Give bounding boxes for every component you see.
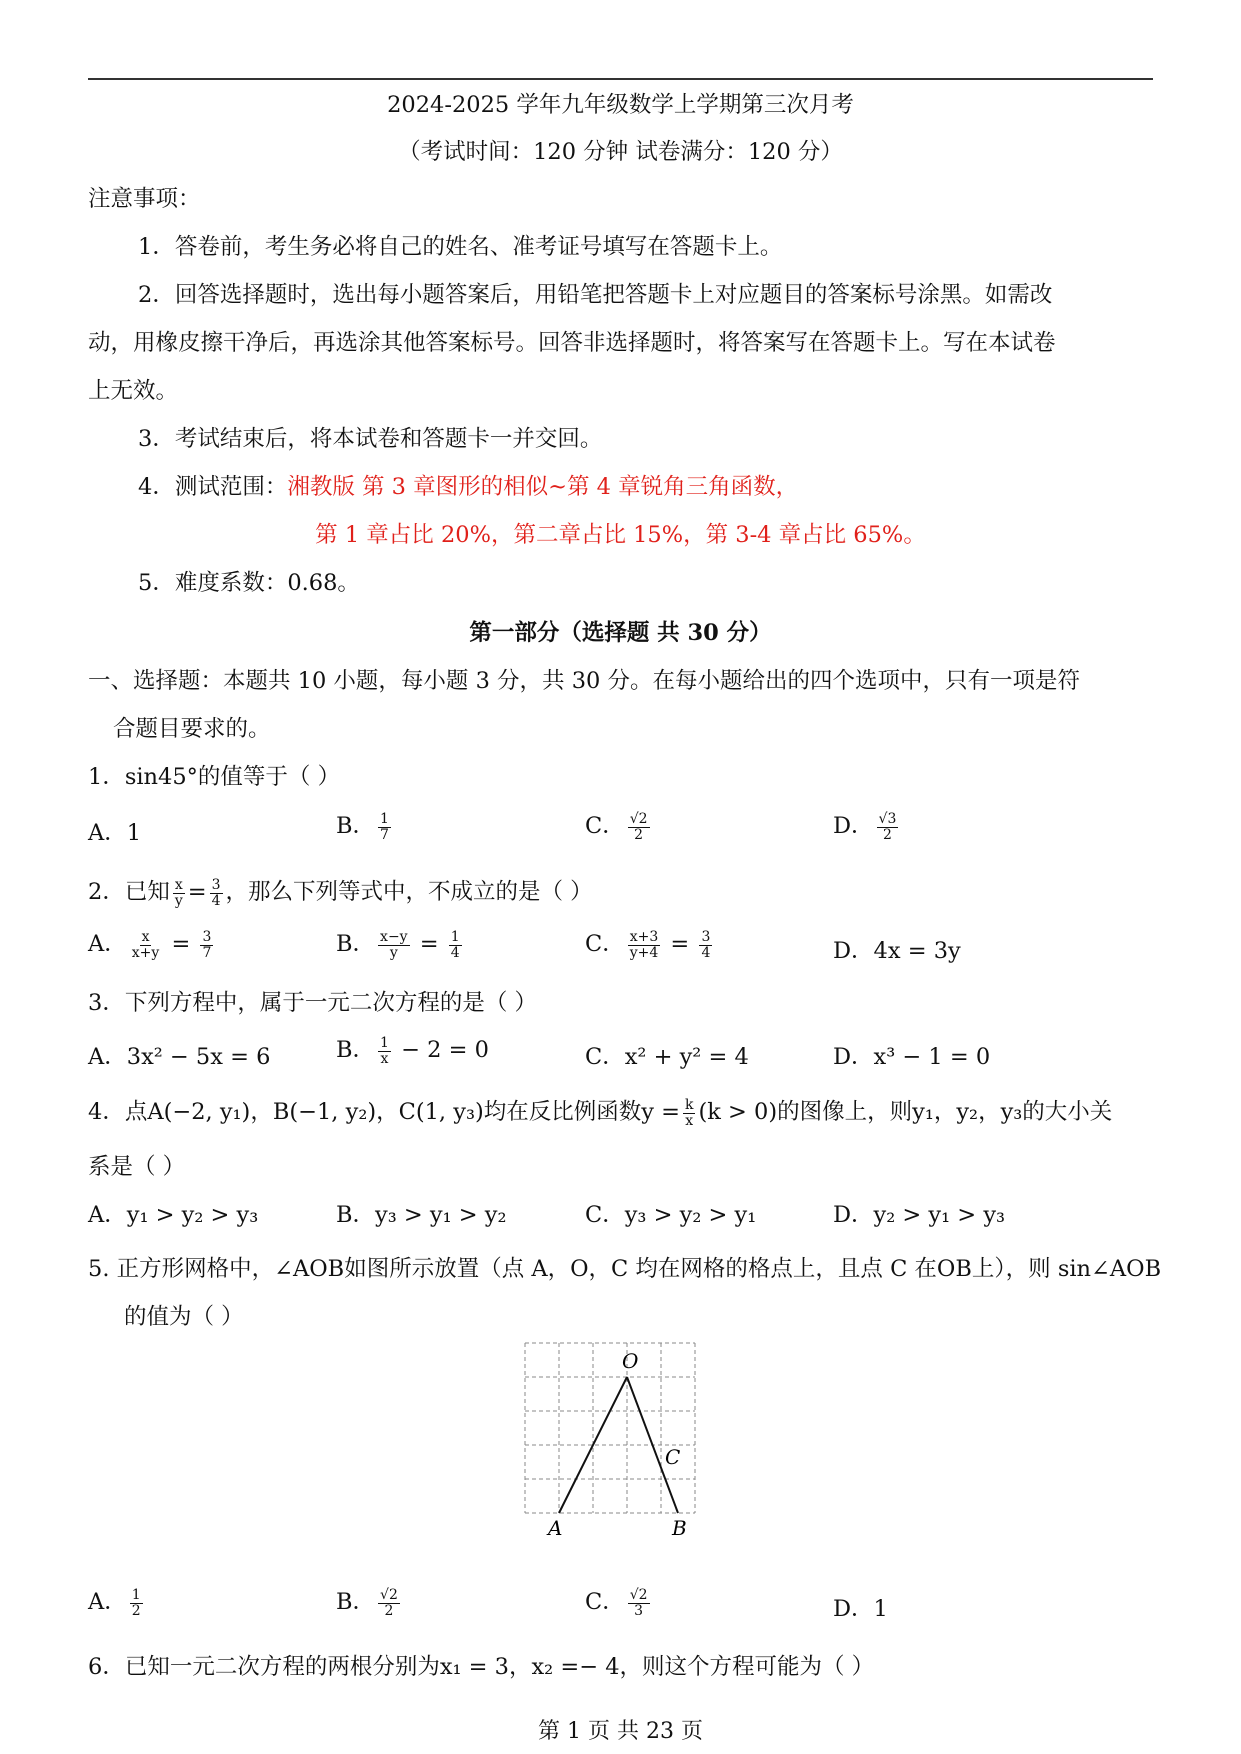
q6-stem: 6．已知一元二次方程的两根分别为x₁ = 3，x₂ =− 4，则这个方程可能为（ ） [88,1654,875,1680]
numerator: x−y [380,929,408,945]
numerator: √2 [629,811,648,827]
note-3: 3．考试结束后，将本试卷和答题卡一并交回。 [138,426,603,452]
q4-option-d: D．y₂ > y₁ > y₃ [833,1202,1006,1228]
denominator: y [389,944,398,961]
fraction [210,878,223,908]
denominator: x [685,1112,694,1129]
denominator: x [380,1050,389,1067]
denominator: 2 [131,1602,141,1619]
numerator: 3 [202,929,212,945]
numerator: k [684,1097,694,1113]
denominator: 4 [701,944,711,961]
numerator: 1 [380,1035,389,1051]
option-label: B． [336,1589,376,1616]
option-label: C． [585,813,625,840]
note-2-line-2: 动，用橡皮擦干净后，再选涂其他答案标号。回答非选择题时，将答案写在答题卡上。写在本试卷 [88,330,1056,356]
denominator: 4 [450,944,460,961]
numerator: √2 [629,1587,648,1603]
numerator: x+3 [629,929,659,945]
option-label: A． [88,931,127,958]
option-label: A． [88,1589,127,1616]
denominator: 7 [202,944,212,961]
q5-option-a [88,1588,146,1618]
numerator: 1 [450,929,460,945]
note-4-weights: 第 1 章占比 20%，第二章占比 15%，第 3-4 章占比 65%。 [315,522,926,548]
q1-option-b [336,812,394,842]
q4-option-c: C．y₃ > y₂ > y₁ [585,1202,757,1228]
fraction [173,878,185,908]
q4-stem-post: (k > 0)的图像上，则y₁，y₂，y₃的大小关 [698,1099,1113,1126]
equals-sign: = [187,879,207,906]
numerator: 1 [380,811,389,827]
denominator: 7 [380,826,389,843]
denominator: x+y [131,944,160,961]
q5-stem-2: 的值为（ ） [124,1304,244,1330]
fraction [378,1036,391,1066]
q3-option-c: C．x² + y² = 4 [585,1044,749,1070]
fraction [378,812,391,842]
fraction [699,930,712,960]
exam-subtitle: （考试时间：120 分钟 试卷满分：120 分） [398,139,843,165]
q5-option-b [336,1588,403,1618]
label-o: O [622,1349,639,1373]
exam-title: 2024-2025 学年九年级数学上学期第三次月考 [387,92,854,118]
q5-option-c [585,1588,653,1618]
option-label: B． [336,1037,376,1064]
denominator: 2 [384,1602,394,1619]
q1-stem: 1．sin45°的值等于（ ） [88,764,341,790]
q4-stem-pre: 4．点A(−2, y₁)，B(−1, y₂)，C(1, y₃)均在反比例函数y = [88,1099,680,1126]
q2-stem [88,878,593,908]
q3-option-b [336,1036,489,1066]
denominator: 3 [634,1602,644,1619]
numerator: x [141,929,150,945]
q2-stem-pre: 2．已知 [88,879,170,906]
numerator: x [174,877,183,893]
q4-option-a: A．y₁ > y₂ > y₃ [88,1202,259,1228]
numerator: 1 [131,1587,141,1603]
note-2-line-1: 2．回答选择题时，选出每小题答案后，用铅笔把答题卡上对应题目的答案标号涂黑。如需改 [138,282,1053,308]
fraction [877,812,899,842]
fraction [378,930,410,960]
option-label: B． [336,813,376,840]
page-footer: 第 1 页 共 23 页 [538,1719,703,1744]
q3-stem: 3．下列方程中，属于一元二次方程的是（ ） [88,990,537,1016]
q1-option-a: A．1 [88,820,142,846]
option-label: B． [336,931,376,958]
angle-grid-figure [520,1338,720,1538]
denominator: y+4 [629,944,659,961]
numerator: 3 [211,877,221,893]
q2-stem-post: ，那么下列等式中，不成立的是（ ） [225,879,593,906]
q5-stem-1: 5. 正方形网格中，∠AOB如图所示放置（点 A，O，C 均在网格的格点上，且点 C 在OB上），则 sin∠AOB [88,1256,1162,1282]
section-instructions-2: 合题目要求的。 [113,716,271,742]
label-b: B [672,1516,687,1538]
q4-stem [88,1098,1112,1128]
q1-option-d [833,812,901,842]
section-title: 第一部分（选择题 共 30 分） [469,620,772,646]
q3-option-a: A．3x² − 5x = 6 [88,1044,271,1070]
label-a: A [548,1516,563,1538]
note-5: 5．难度系数：0.68。 [138,570,360,596]
q4-stem-2: 系是（ ） [88,1154,186,1180]
q2-option-d: D．4x = 3y [833,938,961,964]
fraction [628,1588,650,1618]
label-c: C [665,1445,681,1469]
top-rule [88,78,1153,80]
option-label: D． [833,813,874,840]
fraction [449,930,462,960]
note-1: 1．答卷前，考生务必将自己的姓名、准考证号填写在答题卡上。 [138,234,783,260]
denominator: 2 [634,826,644,843]
note-4-prefix: 4．测试范围： [138,474,288,500]
fraction [200,930,213,960]
fraction [628,930,661,960]
denominator: 4 [211,892,221,909]
q1-option-c [585,812,653,842]
q4-option-b: B．y₃ > y₁ > y₂ [336,1202,507,1228]
numerator: √3 [878,811,897,827]
denominator: 2 [883,826,892,843]
fraction [130,1588,143,1618]
fraction [378,1588,400,1618]
q2-option-c: C． $\frac{x+3}{y+4}$ = $\frac{3}{4}$ [585,929,711,961]
notes-heading: 注意事项： [88,186,201,212]
note-4 [138,474,798,501]
denominator: y [174,892,183,909]
section-instructions-1: 一、选择题：本题共 10 小题，每小题 3 分，共 30 分。在每小题给出的四个选项中，只有一项是符 [88,668,1080,694]
numerator: √2 [380,1587,398,1603]
fraction [628,812,650,842]
option-expression: − 2 = 0 [401,1037,489,1064]
note-4-scope: 湘教版 第 3 章图形的相似~第 4 章锐角三角函数， [287,474,799,500]
note-2-line-3: 上无效。 [88,378,179,404]
option-label: C． [585,1589,625,1616]
q2-option-a: A． $\frac{x}{x+y}$ = $\frac{3}{7}$ [88,929,212,961]
fraction [683,1098,695,1128]
q2-option-b: B． $\frac{x-y}{y}$ = $\frac{1}{4}$ [336,929,460,961]
option-label: C． [585,931,625,958]
q5-option-d: D．1 [833,1596,888,1622]
fraction [130,930,162,960]
numerator: 3 [701,929,711,945]
q3-option-d: D．x³ − 1 = 0 [833,1044,991,1070]
